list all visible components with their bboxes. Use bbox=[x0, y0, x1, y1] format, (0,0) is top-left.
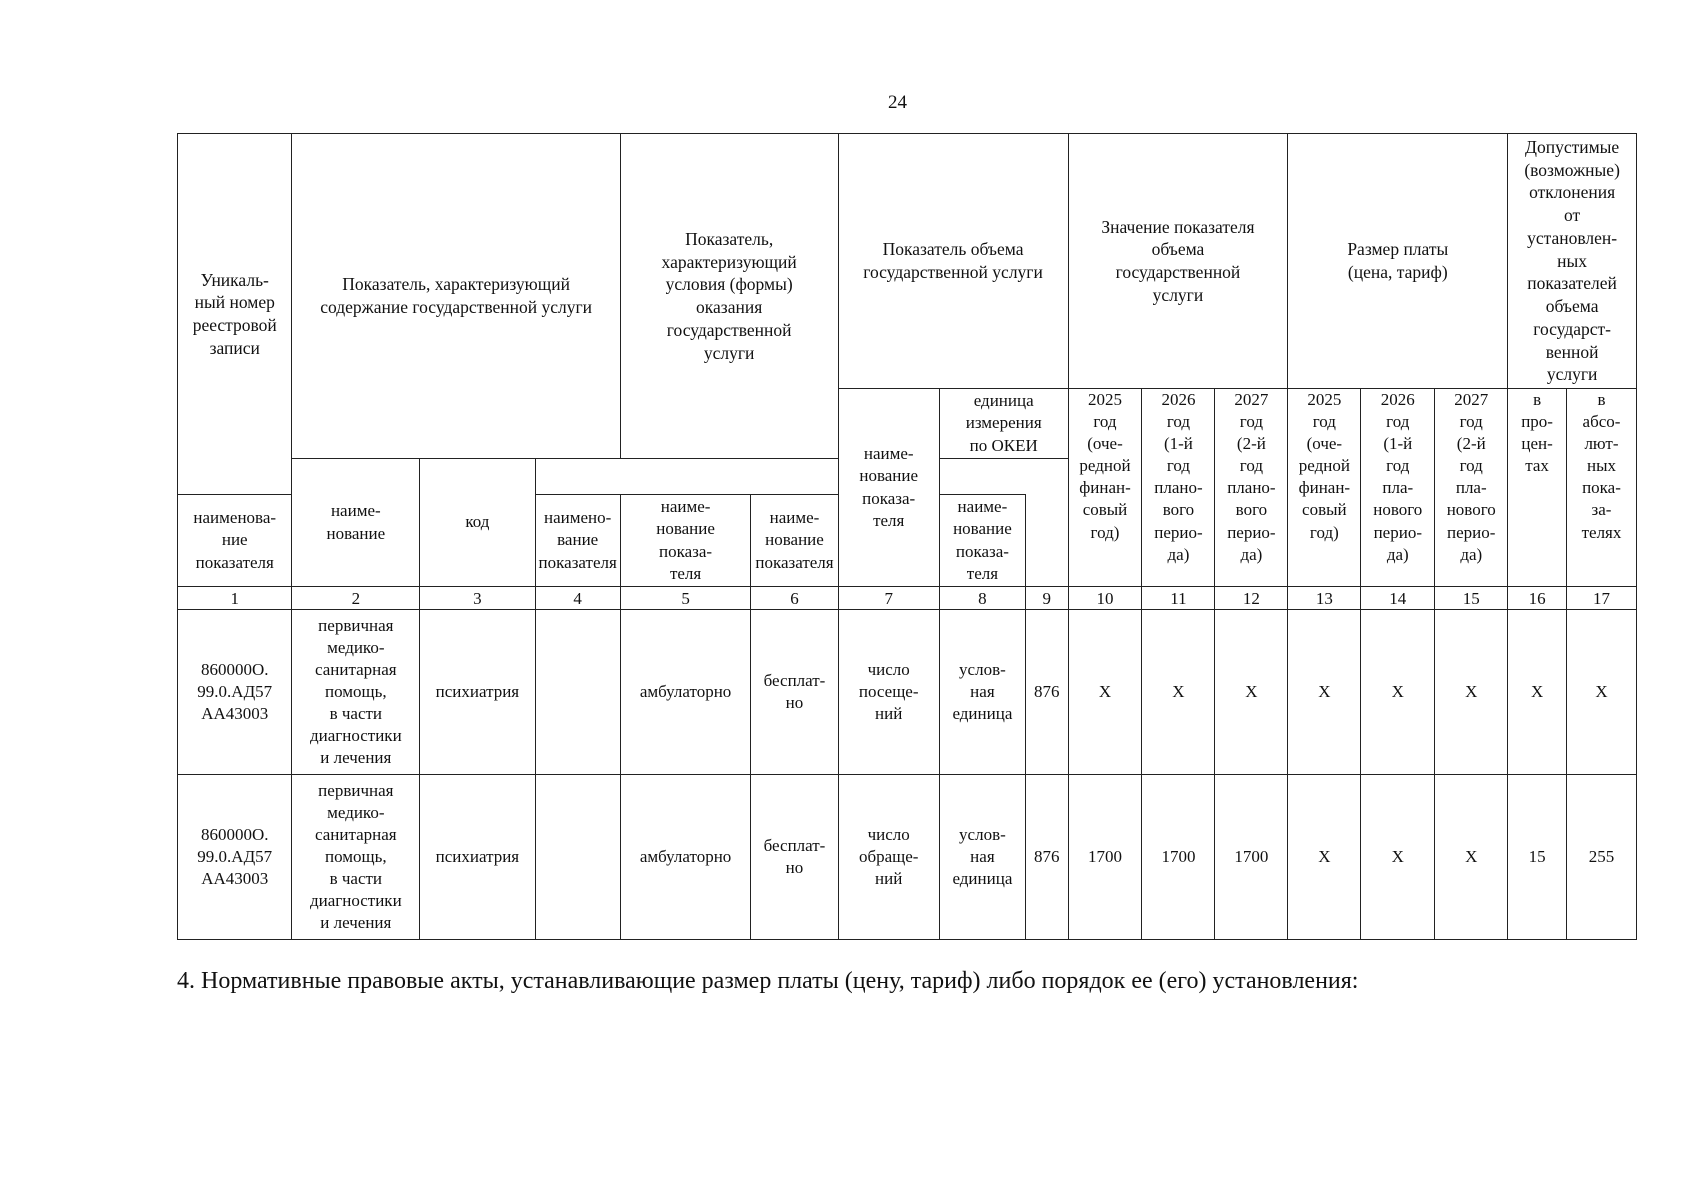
column-number: 16 bbox=[1508, 587, 1567, 610]
column-number: 4 bbox=[535, 587, 620, 610]
page-number: 24 bbox=[888, 92, 907, 113]
content-indicator-cell bbox=[535, 610, 620, 775]
column-number: 14 bbox=[1361, 587, 1435, 610]
content-col-3-header: наиме- нование показа- теля bbox=[620, 495, 751, 587]
column-number: 17 bbox=[1566, 587, 1636, 610]
fee-2025-header: 2025 год (оче- редной финан- совый год) bbox=[1288, 389, 1361, 587]
volume-value-header: Значение показателя объема государственной услуги bbox=[1068, 134, 1288, 389]
conditions-col-2-header: наиме- нование показа- теля bbox=[939, 495, 1025, 587]
table-row bbox=[178, 775, 1637, 940]
fee-2026-cell: X bbox=[1361, 610, 1435, 775]
content-col-2-header: наимено- вание показателя bbox=[535, 495, 620, 587]
column-number: 10 bbox=[1068, 587, 1142, 610]
column-number: 2 bbox=[292, 587, 420, 610]
unit-code-cell: 876 bbox=[1025, 775, 1068, 940]
deviation-absolute-cell: X bbox=[1566, 610, 1636, 775]
conditions-indicator-cell: амбулаторно bbox=[620, 610, 751, 775]
column-number: 11 bbox=[1142, 587, 1215, 610]
deviation-absolute-cell: 255 bbox=[1566, 775, 1636, 940]
content-indicator-cell: первичная медико- санитарная помощь, в части диагностики и лечения bbox=[292, 775, 420, 940]
column-number: 12 bbox=[1215, 587, 1288, 610]
fee-2027-header: 2027 год (2-й год пла- нового перио- да) bbox=[1435, 389, 1508, 587]
volume-name-header: наиме- нование показа- теля bbox=[838, 389, 939, 587]
fee-2027-cell: X bbox=[1435, 610, 1508, 775]
column-number: 1 bbox=[178, 587, 292, 610]
okei-unit-header: единица измерения по ОКЕИ bbox=[939, 389, 1068, 459]
content-col-1-header: наименова- ние показателя bbox=[178, 495, 292, 587]
fee-2025-cell: X bbox=[1288, 610, 1361, 775]
content-indicator-cell: первичная медико- санитарная помощь, в части диагностики и лечения bbox=[292, 610, 420, 775]
conditions-indicator-cell: бесплат- но bbox=[751, 775, 838, 940]
deviation-percent-cell: 15 bbox=[1508, 775, 1567, 940]
volume-indicator-header: Показатель объема государственной услуги bbox=[838, 134, 1068, 389]
value-2025-cell: 1700 bbox=[1068, 775, 1142, 940]
column-number: 7 bbox=[838, 587, 939, 610]
column-number: 13 bbox=[1288, 587, 1361, 610]
deviation-percent-cell: X bbox=[1508, 610, 1567, 775]
column-number: 3 bbox=[420, 587, 535, 610]
content-indicator-cell bbox=[535, 775, 620, 940]
column-number: 8 bbox=[939, 587, 1025, 610]
volume-name-cell: число посеще- ний bbox=[838, 610, 939, 775]
column-number-row bbox=[178, 587, 1637, 610]
value-2027-header: 2027 год (2-й год плано- вого перио- да) bbox=[1215, 389, 1288, 587]
table-row bbox=[178, 610, 1637, 775]
unit-name-cell: услов- ная единица bbox=[939, 775, 1025, 940]
value-2027-cell: X bbox=[1215, 610, 1288, 775]
value-2026-header: 2026 год (1-й год плано- вого перио- да) bbox=[1142, 389, 1215, 587]
content-indicator-cell: психиатрия bbox=[420, 610, 535, 775]
content-indicator-header: Показатель, характеризующий содержание государственной услуги bbox=[292, 134, 620, 459]
column-number: 5 bbox=[620, 587, 751, 610]
registry-number-cell: 860000О. 99.0.АД57 АА43003 bbox=[178, 610, 292, 775]
okei-code-header: код bbox=[420, 459, 535, 587]
column-number: 6 bbox=[751, 587, 838, 610]
unit-name-cell: услов- ная единица bbox=[939, 610, 1025, 775]
value-2027-cell: 1700 bbox=[1215, 775, 1288, 940]
conditions-indicator-cell: амбулаторно bbox=[620, 775, 751, 940]
fee-header: Размер платы (цена, тариф) bbox=[1288, 134, 1508, 389]
deviation-percent-header: в про- цен- тах bbox=[1508, 389, 1567, 587]
volume-name-cell: число обраще- ний bbox=[838, 775, 939, 940]
legal-acts-heading: 4. Нормативные правовые акты, устанавливающие размер платы (цену, тариф) либо порядок ее (его) установления: bbox=[177, 968, 1359, 994]
value-2025-cell: X bbox=[1068, 610, 1142, 775]
deviation-header: Допустимые (возможные) отклонения от установлен- ных показателей объема государст- венной услуги bbox=[1508, 134, 1637, 389]
deviation-absolute-header: в абсо- лют- ных пока- за- телях bbox=[1566, 389, 1636, 587]
okei-name-header: наиме- нование bbox=[292, 459, 420, 587]
column-number: 15 bbox=[1435, 587, 1508, 610]
service-volume-table bbox=[177, 133, 1637, 940]
fee-2025-cell: X bbox=[1288, 775, 1361, 940]
value-2026-cell: X bbox=[1142, 610, 1215, 775]
fee-2027-cell: X bbox=[1435, 775, 1508, 940]
column-number: 9 bbox=[1025, 587, 1068, 610]
fee-2026-header: 2026 год (1-й год пла- нового перио- да) bbox=[1361, 389, 1435, 587]
registry-number-header: Уникаль- ный номер реестровой записи bbox=[178, 134, 292, 495]
conditions-col-1-header: наиме- нование показателя bbox=[751, 495, 838, 587]
conditions-indicator-header: Показатель, характеризующий условия (формы) оказания государственной услуги bbox=[620, 134, 838, 459]
value-2025-header: 2025 год (оче- редной финан- совый год) bbox=[1068, 389, 1142, 587]
content-indicator-cell: психиатрия bbox=[420, 775, 535, 940]
value-2026-cell: 1700 bbox=[1142, 775, 1215, 940]
conditions-indicator-cell: бесплат- но bbox=[751, 610, 838, 775]
fee-2026-cell: X bbox=[1361, 775, 1435, 940]
unit-code-cell: 876 bbox=[1025, 610, 1068, 775]
registry-number-cell: 860000О. 99.0.АД57 АА43003 bbox=[178, 775, 292, 940]
